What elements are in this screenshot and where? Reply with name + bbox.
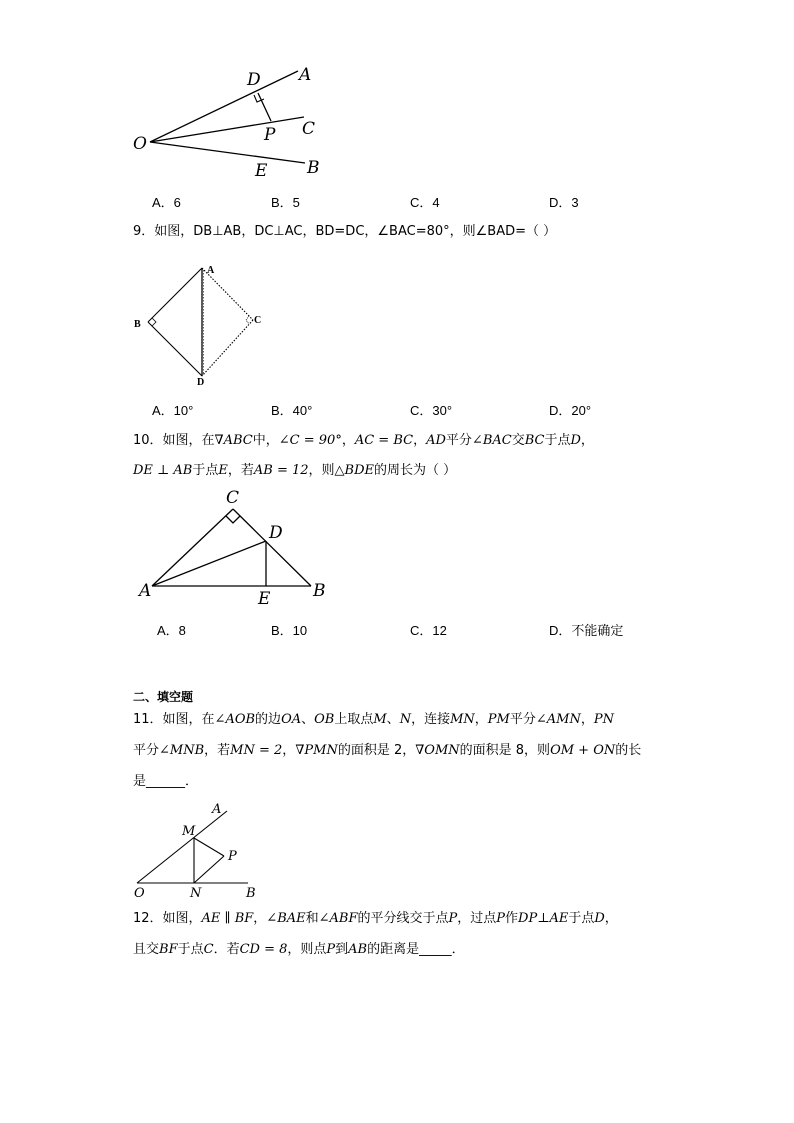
right-angle-mark-c — [246, 316, 249, 324]
q9-option-b[interactable]: B．40° — [271, 403, 313, 418]
q10-stem-line2: DE ⊥ AB于点E，若AB = 12，则△BDE的周长为（ ） — [133, 463, 457, 478]
label-b: B — [134, 319, 141, 330]
label-b: B — [307, 158, 320, 178]
label-p: P — [228, 849, 237, 864]
q10-option-a[interactable]: A．8 — [157, 623, 186, 638]
ray-oa — [137, 811, 227, 883]
q11-stem-line2: 平分∠MNB，若MN = 2，∇PMN的面积是 2，∇OMN的面积是 8，则OM + ON的长 — [133, 743, 642, 758]
q12-stem-line2: 且交BF于点C．若CD = 8，则点P到AB的距离是_____． — [133, 942, 465, 957]
right-angle-mark — [226, 516, 240, 523]
segment-np — [194, 856, 224, 883]
q9-option-c[interactable]: C．30° — [410, 403, 453, 418]
right-angle-mark-b — [152, 318, 156, 326]
q11-stem-line3: 是______． — [133, 774, 199, 789]
figure-q10 — [130, 484, 340, 610]
label-p: P — [264, 125, 276, 145]
q9-option-d[interactable]: D．20° — [549, 403, 592, 418]
ray-ob — [150, 142, 305, 163]
label-b: B — [313, 581, 326, 601]
q12-answer-blank[interactable]: _____ — [419, 942, 452, 957]
label-c: C — [302, 119, 316, 139]
q10-option-d[interactable]: D．不能确定 — [549, 623, 624, 638]
label-m: M — [182, 824, 196, 839]
segment-pd — [258, 93, 271, 121]
section-title-fill-in: 二、填空题 — [133, 690, 194, 704]
q11-answer-blank[interactable]: ______ — [146, 774, 186, 789]
q8-option-c[interactable]: C．4 — [410, 195, 440, 210]
label-d: D — [197, 377, 205, 388]
label-c: C — [254, 315, 262, 326]
q10-stem-line1: 10．如图，在∇ABC中，∠C = 90°，AC = BC，AD平分∠BAC交BC于点D， — [133, 433, 594, 448]
label-d: D — [247, 70, 261, 90]
label-b: B — [246, 886, 256, 901]
q8-option-d[interactable]: D．3 — [549, 195, 579, 210]
side-cb — [233, 509, 311, 586]
label-o: O — [133, 134, 147, 154]
label-e: E — [255, 161, 268, 181]
q9-stem: 9．如图，DB⊥AB，DC⊥AC，BD=DC，∠BAC=80°，则∠BAD=（ ） — [133, 224, 557, 239]
q10-option-c[interactable]: C．12 — [410, 623, 447, 638]
segment-ad — [152, 541, 266, 586]
label-e: E — [258, 589, 271, 609]
segment-bd — [148, 322, 202, 376]
label-a: A — [299, 65, 312, 85]
q9-option-a[interactable]: A．10° — [152, 403, 194, 418]
q11-stem-line1: 11．如图，在∠AOB的边OA、OB上取点M、N，连接MN，PM平分∠AMN，PN — [133, 712, 614, 727]
figure-q11 — [128, 798, 268, 903]
label-n: N — [190, 886, 202, 901]
q8-option-a[interactable]: A．6 — [152, 195, 181, 210]
segment-mp — [194, 838, 224, 856]
label-a: A — [207, 265, 215, 276]
q12-stem-line1: 12．如图，AE ∥ BF，∠BAE和∠ABF的平分线交于点P，过点P作DP⊥AE于点D， — [133, 911, 618, 926]
figure-q8 — [120, 60, 340, 185]
label-a: A — [139, 581, 152, 601]
label-o: O — [134, 886, 145, 901]
segment-cd — [202, 320, 253, 376]
label-c: C — [226, 488, 240, 508]
q10-option-b[interactable]: B．10 — [271, 623, 308, 638]
segment-ab — [148, 268, 202, 322]
q8-option-b[interactable]: B．5 — [271, 195, 300, 210]
label-d: D — [269, 523, 283, 543]
figure-q9 — [128, 258, 273, 390]
ray-oa — [150, 71, 298, 142]
side-ac — [152, 509, 233, 586]
label-a: A — [212, 802, 222, 817]
ray-oc — [150, 117, 304, 142]
